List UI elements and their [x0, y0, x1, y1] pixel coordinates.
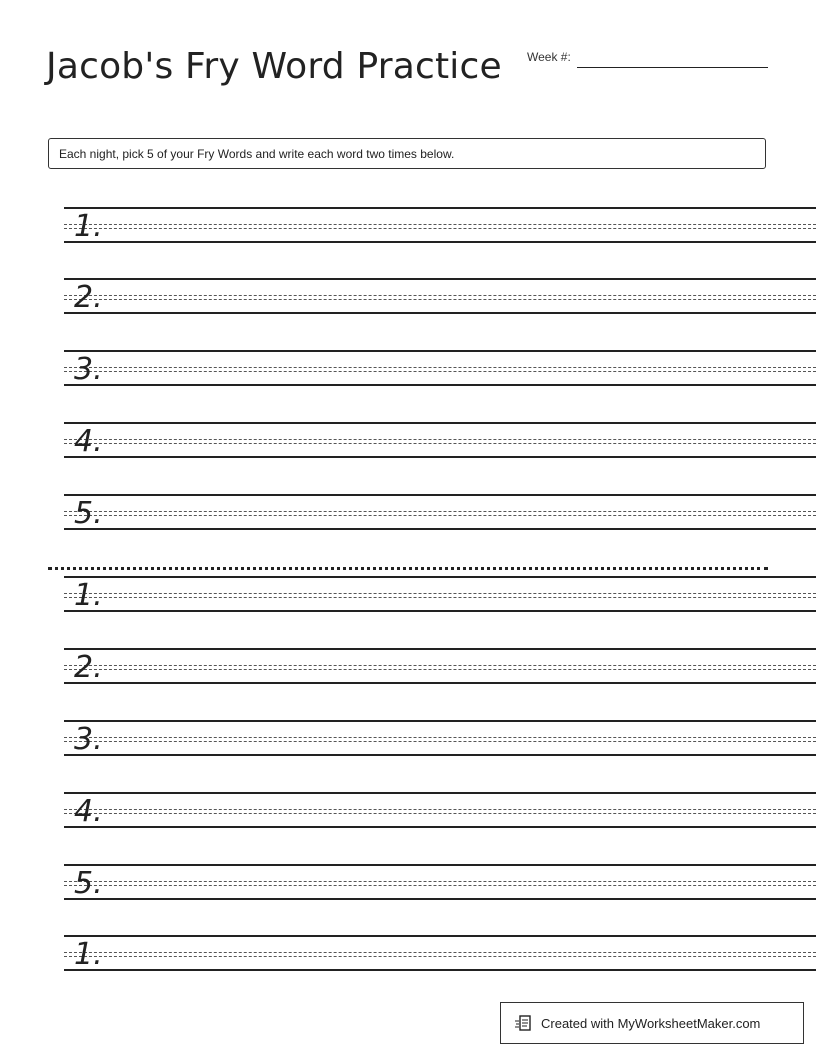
mid-dashed-line: [64, 956, 816, 957]
top-line: [64, 576, 816, 578]
mid-dashed-line: [64, 737, 816, 738]
mid-dashed-line: [64, 809, 816, 810]
writing-row[interactable]: [64, 207, 816, 245]
worksheet-maker-logo-icon: [515, 1015, 533, 1033]
mid-dashed-line: [64, 511, 816, 512]
top-line: [64, 935, 816, 937]
top-line: [64, 648, 816, 650]
row-number: 4.: [74, 424, 103, 459]
writing-row[interactable]: [64, 792, 816, 830]
top-line: [64, 350, 816, 352]
mid-dashed-line: [64, 597, 816, 598]
footer-credit[interactable]: [500, 1002, 804, 1044]
base-line: [64, 898, 816, 900]
mid-dashed-line: [64, 367, 816, 368]
row-number: 1.: [74, 937, 103, 972]
page-title: Jacob's Fry Word Practice: [46, 46, 502, 87]
mid-dashed-line: [64, 371, 816, 372]
base-line: [64, 610, 816, 612]
mid-dashed-line: [64, 299, 816, 300]
row-number: 5.: [74, 496, 103, 531]
writing-row[interactable]: [64, 935, 816, 973]
writing-row[interactable]: [64, 278, 816, 316]
instructions-box: Each night, pick 5 of your Fry Words and write each word two times below.: [48, 138, 766, 169]
row-number: 3.: [74, 722, 103, 757]
mid-dashed-line: [64, 443, 816, 444]
section-separator: [48, 567, 768, 570]
base-line: [64, 682, 816, 684]
writing-row[interactable]: [64, 350, 816, 388]
writing-row[interactable]: [64, 576, 816, 614]
writing-row[interactable]: [64, 864, 816, 902]
footer-text: Created with MyWorksheetMaker.com: [541, 1016, 761, 1031]
writing-row[interactable]: [64, 422, 816, 460]
mid-dashed-line: [64, 439, 816, 440]
mid-dashed-line: [64, 593, 816, 594]
top-line: [64, 207, 816, 209]
mid-dashed-line: [64, 741, 816, 742]
writing-row[interactable]: [64, 720, 816, 758]
base-line: [64, 384, 816, 386]
row-number: 2.: [74, 280, 103, 315]
base-line: [64, 312, 816, 314]
row-number: 1.: [74, 578, 103, 613]
week-write-line[interactable]: [577, 67, 768, 68]
row-number: 1.: [74, 209, 103, 244]
mid-dashed-line: [64, 515, 816, 516]
base-line: [64, 754, 816, 756]
mid-dashed-line: [64, 295, 816, 296]
mid-dashed-line: [64, 952, 816, 953]
top-line: [64, 278, 816, 280]
row-number: 2.: [74, 650, 103, 685]
top-line: [64, 864, 816, 866]
base-line: [64, 456, 816, 458]
mid-dashed-line: [64, 669, 816, 670]
week-label: Week #:: [527, 50, 571, 64]
row-number: 5.: [74, 866, 103, 901]
mid-dashed-line: [64, 881, 816, 882]
top-line: [64, 720, 816, 722]
row-number: 3.: [74, 352, 103, 387]
mid-dashed-line: [64, 228, 816, 229]
top-line: [64, 494, 816, 496]
week-number-field[interactable]: [527, 50, 769, 70]
base-line: [64, 826, 816, 828]
base-line: [64, 528, 816, 530]
writing-row[interactable]: [64, 494, 816, 532]
base-line: [64, 241, 816, 243]
mid-dashed-line: [64, 224, 816, 225]
row-number: 4.: [74, 794, 103, 829]
writing-row[interactable]: [64, 648, 816, 686]
mid-dashed-line: [64, 665, 816, 666]
top-line: [64, 422, 816, 424]
top-line: [64, 792, 816, 794]
mid-dashed-line: [64, 813, 816, 814]
mid-dashed-line: [64, 885, 816, 886]
base-line: [64, 969, 816, 971]
